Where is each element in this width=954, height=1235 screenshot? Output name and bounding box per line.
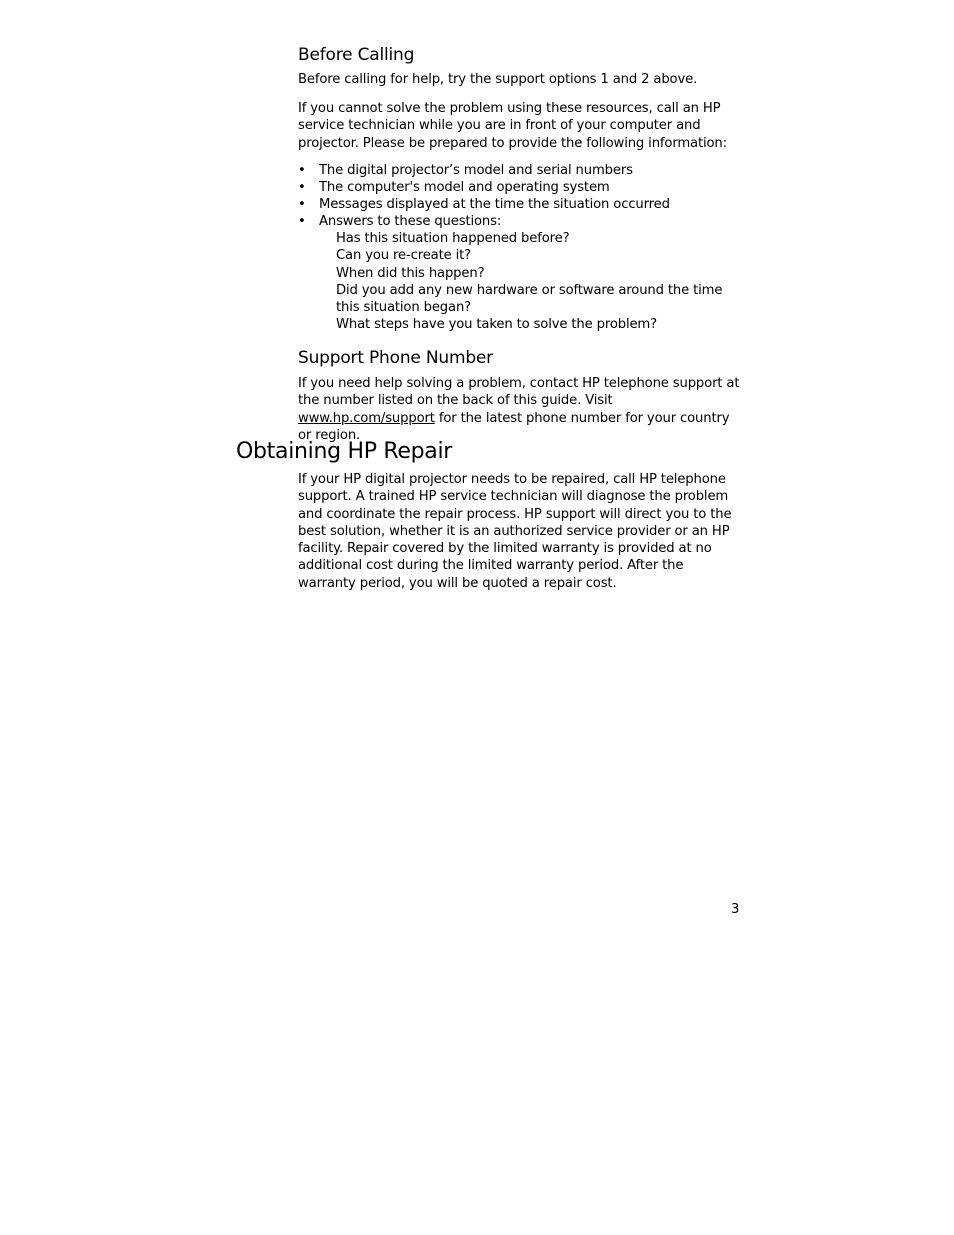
bullet-icon: •: [298, 163, 306, 178]
support-phone-heading: Support Phone Number: [298, 348, 493, 368]
questions-list: [336, 230, 746, 333]
info-list: [298, 162, 743, 333]
bullet-icon: •: [298, 180, 306, 196]
list-item-text: The digital projector’s model and serial numbers: [319, 163, 633, 178]
obtaining-repair-body: If your HP digital projector needs to be repaired, call HP telephone support. A trained HP service technician will diagnose the problem and coordinate the repair process. HP support will direct you to the best solution, whether it is an authorized service provider or an HP facility. Repair covered by the limited warranty is provided at no additional cost during the limited warranty period. After the warranty period, you will be quoted a repair cost.: [298, 472, 732, 591]
bullet-icon: •: [298, 197, 306, 213]
before-calling-intro: Before calling for help, try the support options 1 and 2 above.: [298, 72, 698, 87]
list-item-text: Messages displayed at the time the situation occurred: [319, 197, 670, 213]
list-item: [298, 179, 743, 196]
list-item-text: Answers to these questions:: [319, 214, 502, 230]
list-item: [298, 162, 743, 179]
before-calling-body: If you cannot solve the problem using these resources, call an HP service technician while you are in front of your computer and projector. Please be prepared to provide the following information:: [298, 101, 727, 151]
page-number: 3: [731, 902, 740, 917]
bullet-icon: •: [298, 214, 306, 230]
support-phone-body: [298, 375, 743, 444]
question-item: Can you re-create it?: [336, 248, 472, 264]
question-item: Did you add any new hardware or software around the time this situation began?: [336, 282, 723, 315]
before-calling-heading: Before Calling: [298, 45, 415, 65]
support-phone-text-before: If you need help solving a problem, contact HP telephone support at the number listed on the back of this guide. Visit: [298, 376, 740, 409]
obtaining-repair-heading: Obtaining HP Repair: [236, 439, 452, 464]
list-item: [298, 196, 743, 213]
support-phone-text-after: for the latest phone number for your country or region.: [298, 410, 730, 443]
question-item: When did this happen?: [336, 265, 485, 281]
question-item: Has this situation happened before?: [336, 231, 570, 247]
list-item-text: The computer's model and operating system: [319, 180, 610, 196]
support-link[interactable]: www.hp.com/support: [298, 410, 435, 426]
list-item: [298, 213, 743, 333]
question-item: What steps have you taken to solve the problem?: [336, 316, 657, 332]
